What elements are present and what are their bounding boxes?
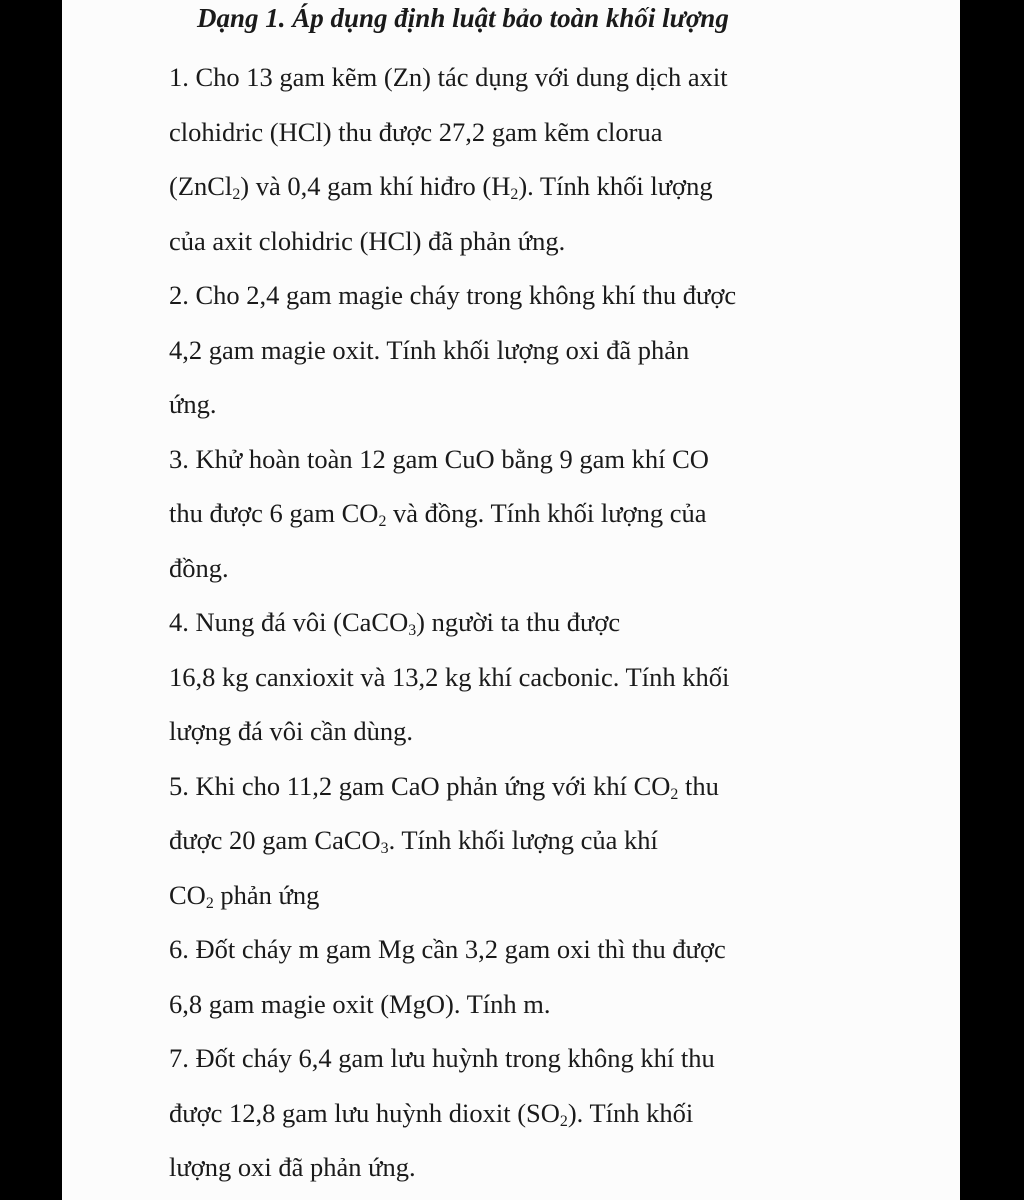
problem-2-line-2: 4,2 gam magie oxit. Tính khối lượng oxi đã phản [169, 334, 690, 365]
problem-number: 6. [169, 934, 196, 964]
problem-5-line-2: được 20 gam CaCO$_3$. Tính khối lượng của khí [169, 825, 658, 857]
problem-4-line-3: lượng đá vôi cần dùng. [169, 716, 414, 746]
problem-list [169, 50, 949, 1195]
subscript: 2 [232, 185, 241, 203]
problem-number: 4. [169, 607, 196, 637]
problem-2-line-3: ứng. [169, 389, 217, 419]
problem-number: 3. [169, 443, 196, 474]
subscript: 2 [205, 894, 214, 912]
subscript: 2 [559, 1112, 568, 1130]
problem-4-line-1: 4. Nung đá vôi (CaCO$_3$) người ta thu được [169, 607, 621, 639]
problem-7-line-2: được 12,8 gam lưu huỳnh dioxit $(SO_2)$. Tính khối [169, 1097, 694, 1130]
subscript: 2 [670, 785, 679, 803]
problem-6-line-2: 6,8 gam magie oxit (MgO). Tính m. [169, 988, 551, 1019]
problem-2-line-1: 2. Cho 2,4 gam magie cháy trong không khí thu được [169, 280, 737, 310]
subscript: 2 [510, 185, 519, 203]
problem-3-line-3: đồng. [169, 552, 229, 583]
problem-number: 7. [169, 1043, 196, 1073]
problem-6-line-1: 6. Đốt cháy m gam Mg cần 3,2 gam oxi thì thu được [169, 934, 726, 964]
subscript: 3 [380, 839, 389, 857]
subscript: 3 [408, 621, 417, 639]
problem-5-line-3: $CO_2$ phản ứng [169, 879, 320, 912]
problem-4-line-2: 16,8 kg canxioxit và 13,2 kg khí cacbonic. Tính khối [169, 661, 730, 692]
problem-3-line-2: thu được 6 gam $CO_2$ và đồng. Tính khối lượng của [169, 498, 707, 530]
problem-1-line-2: clohidric (HCl) thu được 27,2 gam kẽm clorua [169, 116, 663, 147]
problem-7-line-3: lượng oxi đã phản ứng. [169, 1152, 416, 1182]
problem-7-line-1: 7. Đốt cháy 6,4 gam lưu huỳnh trong không khí thu [169, 1043, 715, 1073]
subscript: 2 [378, 512, 387, 530]
problem-5-line-1: 5. Khi cho 11,2 gam CaO phản ứng với khí $CO_2$ thu [169, 770, 719, 803]
problem-number: 5. [169, 770, 196, 801]
problem-number: 1. [169, 62, 196, 92]
document-page [62, 0, 960, 1200]
problem-1-line-3: (ZnCl$_2$) và 0,4 gam khí hiđro $(H_2)$. Tính khối lượng [169, 171, 713, 203]
problem-1-line-4: của axit clohidric (HCl) đã phản ứng. [169, 225, 566, 256]
problem-1-line-1: 1. Cho 13 gam kẽm (Zn) tác dụng với dung dịch axit [169, 62, 728, 92]
page-title: Dạng 1. Áp dụng định luật bảo toàn khối lượng [197, 3, 729, 33]
problem-number: 2. [169, 280, 196, 310]
problem-3-line-1: 3. Khử hoàn toàn 12 gam CuO bằng 9 gam khí CO [169, 443, 709, 474]
